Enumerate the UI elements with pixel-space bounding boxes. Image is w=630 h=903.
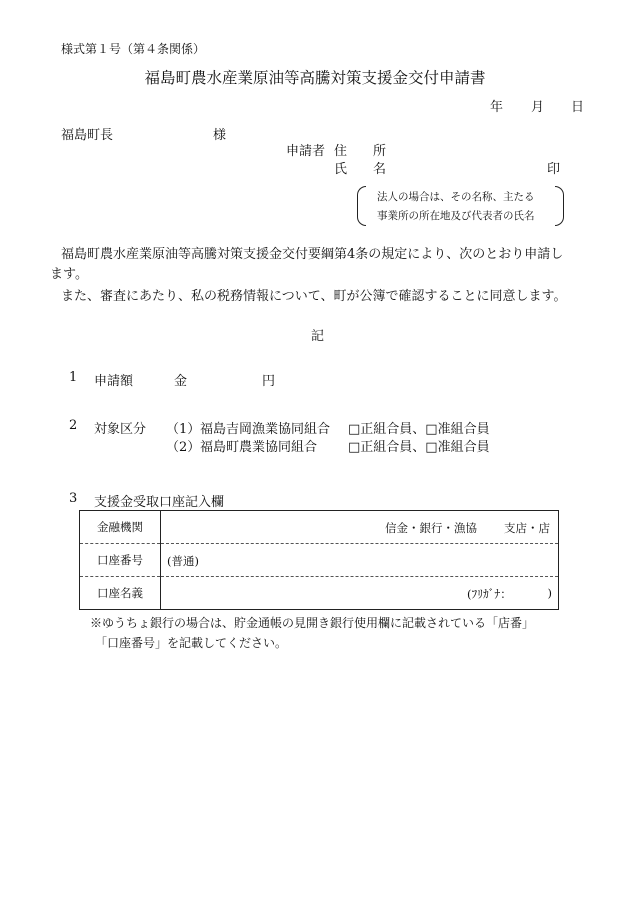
account-row-label: 口座名義 <box>80 577 161 610</box>
furigana-close-text: ) <box>547 586 552 600</box>
corporate-note-line1: 法人の場合は、その名称、主たる <box>377 191 535 203</box>
item2-option2-name: 福島町農業協同組合 <box>200 440 318 455</box>
furigana-open-text: (ﾌﾘｶﾞﾅ： <box>467 587 512 601</box>
item2-option1-name: 福島吉岡漁業協同組合 <box>200 422 331 437</box>
account-type-text: (普通) <box>167 554 199 568</box>
item2-option2-index: （2） <box>166 440 201 455</box>
item1-kin: 金 <box>174 374 188 389</box>
table-row <box>80 577 559 610</box>
account-table <box>79 510 559 610</box>
account-row-label: 口座番号 <box>80 544 161 577</box>
item1-yen: 円 <box>262 374 276 389</box>
financial-institution-field[interactable] <box>161 511 559 544</box>
date-year: 年 <box>490 100 504 115</box>
date-month: 月 <box>531 100 545 115</box>
item2-number: 2 <box>69 418 78 433</box>
table-row <box>80 544 559 577</box>
item3-label: 支援金受取口座記入欄 <box>94 495 225 510</box>
item1-label: 申請額 <box>94 374 134 389</box>
body-paragraph-1-line1: 福島町農水産業原油等高騰対策支援金交付要綱第4条の規定により、次のとおり申請し <box>61 247 564 262</box>
item2-option1-index: （1） <box>166 422 201 437</box>
body-paragraph-1-line2: ます。 <box>50 267 88 282</box>
form-number: 様式第１号（第４条関係） <box>61 42 206 56</box>
ki-heading: 記 <box>311 329 325 344</box>
addressee-honorific: 様 <box>213 128 227 143</box>
item2-label: 対象区分 <box>94 422 147 437</box>
item1-number: 1 <box>69 370 78 385</box>
corporate-note-line2: 事業所の所在地及び代表者の氏名 <box>377 210 535 222</box>
institution-type-text: 信金・銀行・漁協 <box>385 521 477 535</box>
date-day: 日 <box>571 100 585 115</box>
item2-option2-choices[interactable]: □正組合員、□准組合員 <box>348 440 490 455</box>
applicant-label: 申請者 <box>286 144 326 159</box>
item2-option1-choices[interactable]: □正組合員、□准組合員 <box>348 422 490 437</box>
address-label: 住 所 <box>334 144 387 159</box>
account-row-label: 金融機関 <box>80 511 161 544</box>
body-paragraph-2: また、審査にあたり、私の税務情報について、町が公簿で確認することに同意します。 <box>61 289 567 304</box>
item3-number: 3 <box>69 491 78 506</box>
seal-mark: 印 <box>547 162 561 177</box>
addressee: 福島町長 <box>61 128 114 143</box>
note-line1: ※ゆうちょ銀行の場合は、貯金通帳の見開き銀行使用欄に記載されている「店番」 <box>90 616 535 630</box>
account-holder-field[interactable] <box>161 577 559 610</box>
branch-type-text: 支店・店 <box>504 521 550 535</box>
note-line2: 「口座番号」を記載してください。 <box>95 636 288 650</box>
form-title: 福島町農水産業原油等高騰対策支援金交付申請書 <box>144 69 486 87</box>
account-number-field[interactable] <box>161 544 559 577</box>
table-row <box>80 511 559 544</box>
name-label: 氏 名 <box>334 162 387 177</box>
